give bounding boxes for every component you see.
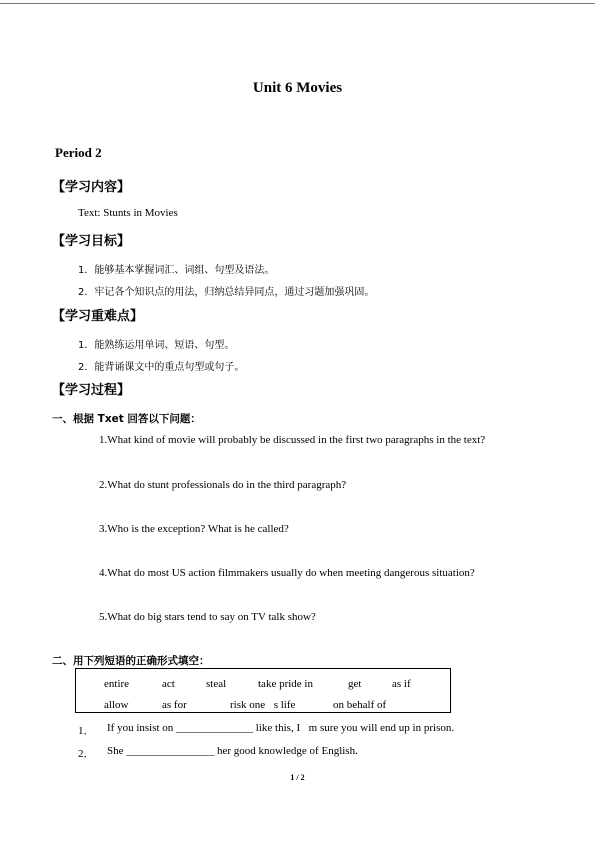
- phrase-box: [75, 668, 451, 713]
- phrase-word: allow: [104, 699, 129, 711]
- sentence-number: 1．: [78, 725, 95, 737]
- phrase-word: act: [162, 678, 175, 690]
- goal-item: 1．能够基本掌握词汇、词组、句型及语法。: [78, 265, 275, 276]
- key-point-item: 2．能背诵课文中的重点句型或句子。: [78, 362, 245, 373]
- header-rule: [0, 3, 595, 4]
- content-text: Text: Stunts in Movies: [78, 207, 178, 219]
- document-title: Unit 6 Movies: [252, 80, 343, 96]
- question-item: 3.Who is the exception? What is he called?: [99, 523, 289, 535]
- part2-heading: 二、用下列短语的正确形式填空：: [52, 655, 210, 667]
- section-heading-content: 【学习内容】: [52, 180, 131, 195]
- part1-heading: 一、根据 Txet 回答以下问题：: [52, 413, 201, 425]
- sentence-number: 2．: [78, 748, 95, 760]
- question-item: 1.What kind of movie will probably be discussed in the first two paragraphs in the text?: [99, 434, 486, 446]
- phrase-word: as for: [162, 699, 187, 711]
- page-number: 1 / 2: [290, 773, 305, 782]
- phrase-word: as if: [392, 678, 411, 690]
- phrase-word: entire: [104, 678, 130, 690]
- phrase-word: risk one s life: [230, 699, 296, 711]
- question-item: 4.What do most US action filmmakers usually do when meeting dangerous situation?: [99, 567, 475, 579]
- question-item: 5.What do big stars tend to say on TV talk show?: [99, 611, 316, 623]
- phrase-word: take pride in: [258, 678, 313, 690]
- section-heading-goals: 【学习目标】: [52, 234, 131, 249]
- phrase-word: steal: [206, 678, 227, 690]
- section-heading-process: 【学习过程】: [52, 383, 131, 398]
- goal-item: 2．牢记各个知识点的用法，归纳总结异同点，通过习题加强巩固。: [78, 287, 375, 298]
- fill-sentence: She ________________ her good knowledge of English.: [107, 745, 358, 757]
- fill-sentence: If you insist on ______________ like this, I m sure you will end up in prison.: [107, 722, 455, 734]
- period-heading: Period 2: [55, 145, 102, 160]
- phrase-word: on behalf of: [333, 699, 387, 711]
- section-heading-key-points: 【学习重难点】: [52, 309, 144, 324]
- phrase-word: get: [348, 678, 362, 690]
- question-item: 2.What do stunt professionals do in the third paragraph?: [99, 479, 347, 491]
- key-point-item: 1．能熟练运用单词、短语、句型。: [78, 340, 235, 351]
